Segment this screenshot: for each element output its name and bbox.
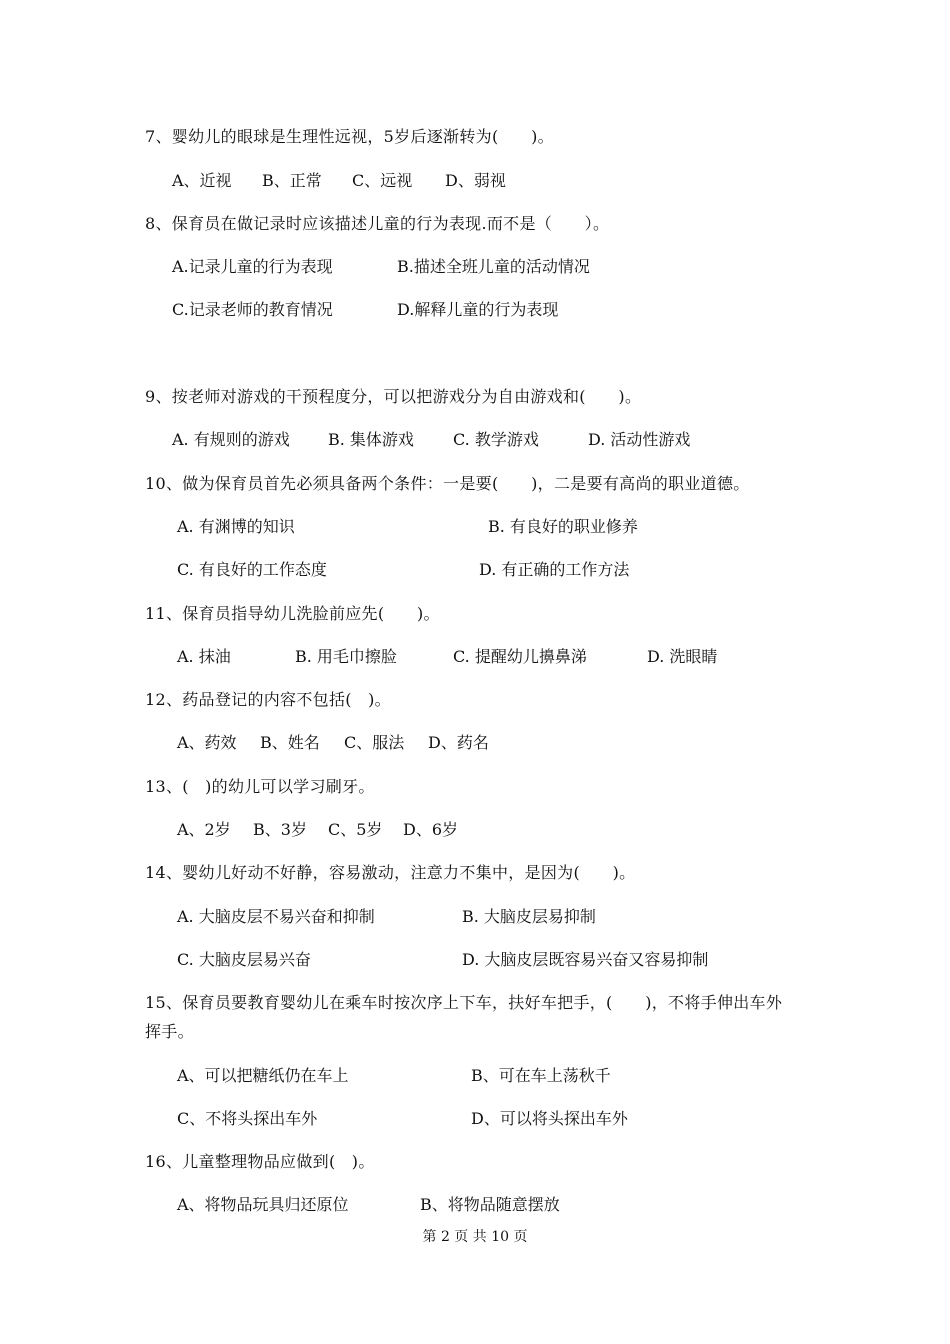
- question-15-option-c: C、不将头探出车外: [177, 1109, 318, 1128]
- question-12-option-c: C、服法: [344, 733, 405, 752]
- question-11-stem: 11、保育员指导幼儿洗脸前应先( )。: [145, 604, 440, 623]
- question-11-option-a: A. 抹油: [177, 647, 231, 666]
- question-12-option-d: D、药名: [428, 733, 489, 752]
- question-15-stem: 15、保育员要教育婴幼儿在乘车时按次序上下车，扶好车把手，( )，不将手伸出车外: [145, 993, 783, 1012]
- question-13-stem: 13、( )的幼儿可以学习刷牙。: [145, 777, 375, 796]
- question-13-option-a: A、2岁: [177, 820, 231, 839]
- question-15-option-b: B、可在车上荡秋千: [471, 1066, 611, 1085]
- question-7-option-c: C、远视: [352, 171, 413, 190]
- question-13-option-b: B、3岁: [253, 820, 307, 839]
- question-10-option-d: D. 有正确的工作方法: [479, 560, 630, 579]
- question-10-option-a: A. 有渊博的知识: [177, 517, 295, 536]
- question-15-option-a: A、可以把糖纸仍在车上: [177, 1066, 349, 1085]
- question-9-option-a: A. 有规则的游戏: [172, 430, 290, 449]
- question-8-option-a: A.记录儿童的行为表现: [172, 257, 333, 276]
- question-10-option-b: B. 有良好的职业修养: [488, 517, 638, 536]
- question-8-option-d: D.解释儿童的行为表现: [397, 300, 559, 319]
- question-12-option-a: A、药效: [177, 733, 237, 752]
- question-9-stem: 9、按老师对游戏的干预程度分，可以把游戏分为自由游戏和( )。: [145, 387, 642, 406]
- question-14-option-b: B. 大脑皮层易抑制: [462, 907, 596, 926]
- question-16-stem: 16、儿童整理物品应做到( )。: [145, 1152, 375, 1171]
- page-footer: 第 2 页 共 10 页: [422, 1229, 528, 1245]
- question-11-option-c: C. 提醒幼儿擤鼻涕: [453, 647, 587, 666]
- question-12-stem: 12、药品登记的内容不包括( )。: [145, 690, 391, 709]
- question-8-option-c: C.记录老师的教育情况: [172, 300, 333, 319]
- question-15-stem-continued: 挥手。: [145, 1022, 194, 1041]
- question-14-option-d: D. 大脑皮层既容易兴奋又容易抑制: [462, 950, 709, 969]
- question-13-option-c: C、5岁: [328, 820, 383, 839]
- question-10-option-c: C. 有良好的工作态度: [177, 560, 327, 579]
- question-16-option-a: A、将物品玩具归还原位: [177, 1195, 349, 1214]
- question-7-option-a: A、近视: [172, 171, 232, 190]
- question-8-stem: 8、保育员在做记录时应该描述儿童的行为表现.而不是（ ）。: [145, 214, 610, 233]
- question-9-option-d: D. 活动性游戏: [588, 430, 691, 449]
- question-8-option-b: B.描述全班儿童的活动情况: [397, 257, 590, 276]
- question-14-stem: 14、婴幼儿好动不好静，容易激动，注意力不集中，是因为( )。: [145, 863, 636, 882]
- question-9-option-c: C. 教学游戏: [453, 430, 539, 449]
- question-11-option-b: B. 用毛巾擦脸: [295, 647, 397, 666]
- question-15-option-d: D、可以将头探出车外: [471, 1109, 628, 1128]
- question-16-option-b: B、将物品随意摆放: [420, 1195, 560, 1214]
- question-14-option-a: A. 大脑皮层不易兴奋和抑制: [177, 907, 375, 926]
- question-14-option-c: C. 大脑皮层易兴奋: [177, 950, 311, 969]
- question-7-option-b: B、正常: [262, 171, 322, 190]
- question-10-stem: 10、做为保育员首先必须具备两个条件：一是要( )，二是要有高尚的职业道德。: [145, 474, 750, 493]
- question-7-stem: 7、婴幼儿的眼球是生理性远视，5岁后逐渐转为( )。: [145, 127, 554, 146]
- question-7-option-d: D、弱视: [445, 171, 506, 190]
- question-13-option-d: D、6岁: [403, 820, 459, 839]
- question-9-option-b: B. 集体游戏: [328, 430, 414, 449]
- question-12-option-b: B、姓名: [260, 733, 320, 752]
- question-11-option-d: D. 洗眼睛: [647, 647, 718, 666]
